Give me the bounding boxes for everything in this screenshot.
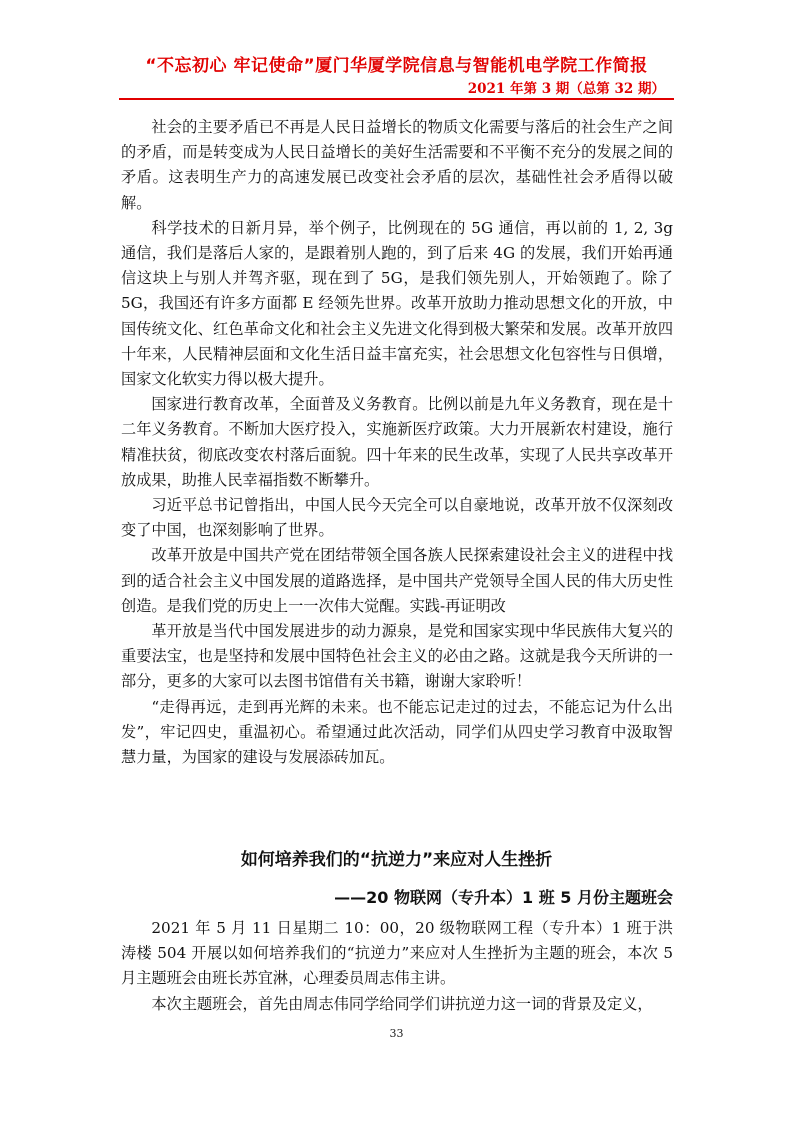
article-body-previous — [121, 115, 673, 770]
paragraph: 科学技术的日新月异，举个例子，比例现在的 5G 通信，再以前的 1, 2, 3g 通信，我们是落后人家的，是跟着别人跑的，到了后来 4G 的发展，我们开始再通信这块上与别人并驾齐驱，现在到了 5G，是我们领先别人，开始领跑了。除了 5G，我国还有许多方面都 E 经领先世界。改革开放助力推动思想文化的开放，中国传统文化、红色革命文化和社会主义先进文化得到极大繁荣和发展。改革开放四十年来，人民精神层面和文化生活日益丰富充实，社会思想文化包容性与日俱增，国家文化软实力得以极大提升。 — [121, 218, 673, 389]
paragraph: 习近平总书记曾指出，中国人民今天完全可以自豪地说，改革开放不仅深刻改变了中国，也深刻影响了世界。 — [121, 496, 673, 540]
article-body — [121, 916, 673, 1017]
paragraph: 2021 年 5 月 11 日星期二 10：00，20 级物联网工程（专升本）1 班于洪涛楼 504 开展以如何培养我们的“抗逆力”来应对人生挫折为主题的班会，本次 5 月主题班会由班长苏宜淋，心理委员周志伟主讲。 — [121, 919, 673, 988]
paragraph: 社会的主要矛盾已不再是人民日益增长的物质文化需要与落后的社会生产之间的矛盾，而是转变成为人民日益增长的美好生活需要和不平衡不充分的发展之间的矛盾。这表明生产力的高速发展已改变社会矛盾的层次，基础性社会矛盾得以破解。 — [121, 118, 673, 212]
article-subtitle: ——20 物联网（专升本）1 班 5 月份主题班会 — [334, 888, 673, 907]
bulletin-title: “不忘初心 牢记使命”厦门华厦学院信息与智能机电学院工作简报 — [145, 56, 648, 76]
header-divider — [119, 98, 674, 100]
paragraph: 改革开放是中国共产党在团结带领全国各族人民探索建设社会主义的进程中找到的适合社会主义中国发展的道路选择，是中国共产党领导全国人民的伟大历史性创造。是我们党的历史上一一次伟大觉醒。实践-再证明改 — [121, 546, 673, 615]
issue-number: 2021 年第 3 期（总第 32 期） — [467, 81, 665, 97]
article-title: 如何培养我们的“抗逆力”来应对人生挫折 — [240, 850, 553, 870]
paragraph: 国家进行教育改革，全面普及义务教育。比例以前是九年义务教育，现在是十二年义务教育。不断加大医疗投入，实施新医疗政策。大力开展新农村建设，施行精准扶贫，彻底改变农村落后面貌。四十年来的民生改革，实现了人民共享改革开放成果，助推人民幸福指数不断攀升。 — [121, 395, 673, 489]
paragraph: 本次主题班会，首先由周志伟同学给同学们讲抗逆力这一词的背景及定义， — [151, 994, 653, 1013]
paragraph: 革开放是当代中国发展进步的动力源泉，是党和国家实现中华民族伟大复兴的重要法宝，也是坚持和发展中国特色社会主义的必由之路。这就是我今天所讲的一部分，更多的大家可以去图书馆借有关书籍，谢谢大家聆听！ — [121, 622, 673, 691]
paragraph: “走得再远，走到再光辉的未来。也不能忘记走过的过去，不能忘记为什么出发”，牢记四史，重温初心。希望通过此次活动，同学们从四史学习教育中汲取智慧力量，为国家的建设与发展添砖加瓦。 — [121, 697, 673, 767]
page-number: 33 — [389, 1027, 404, 1040]
